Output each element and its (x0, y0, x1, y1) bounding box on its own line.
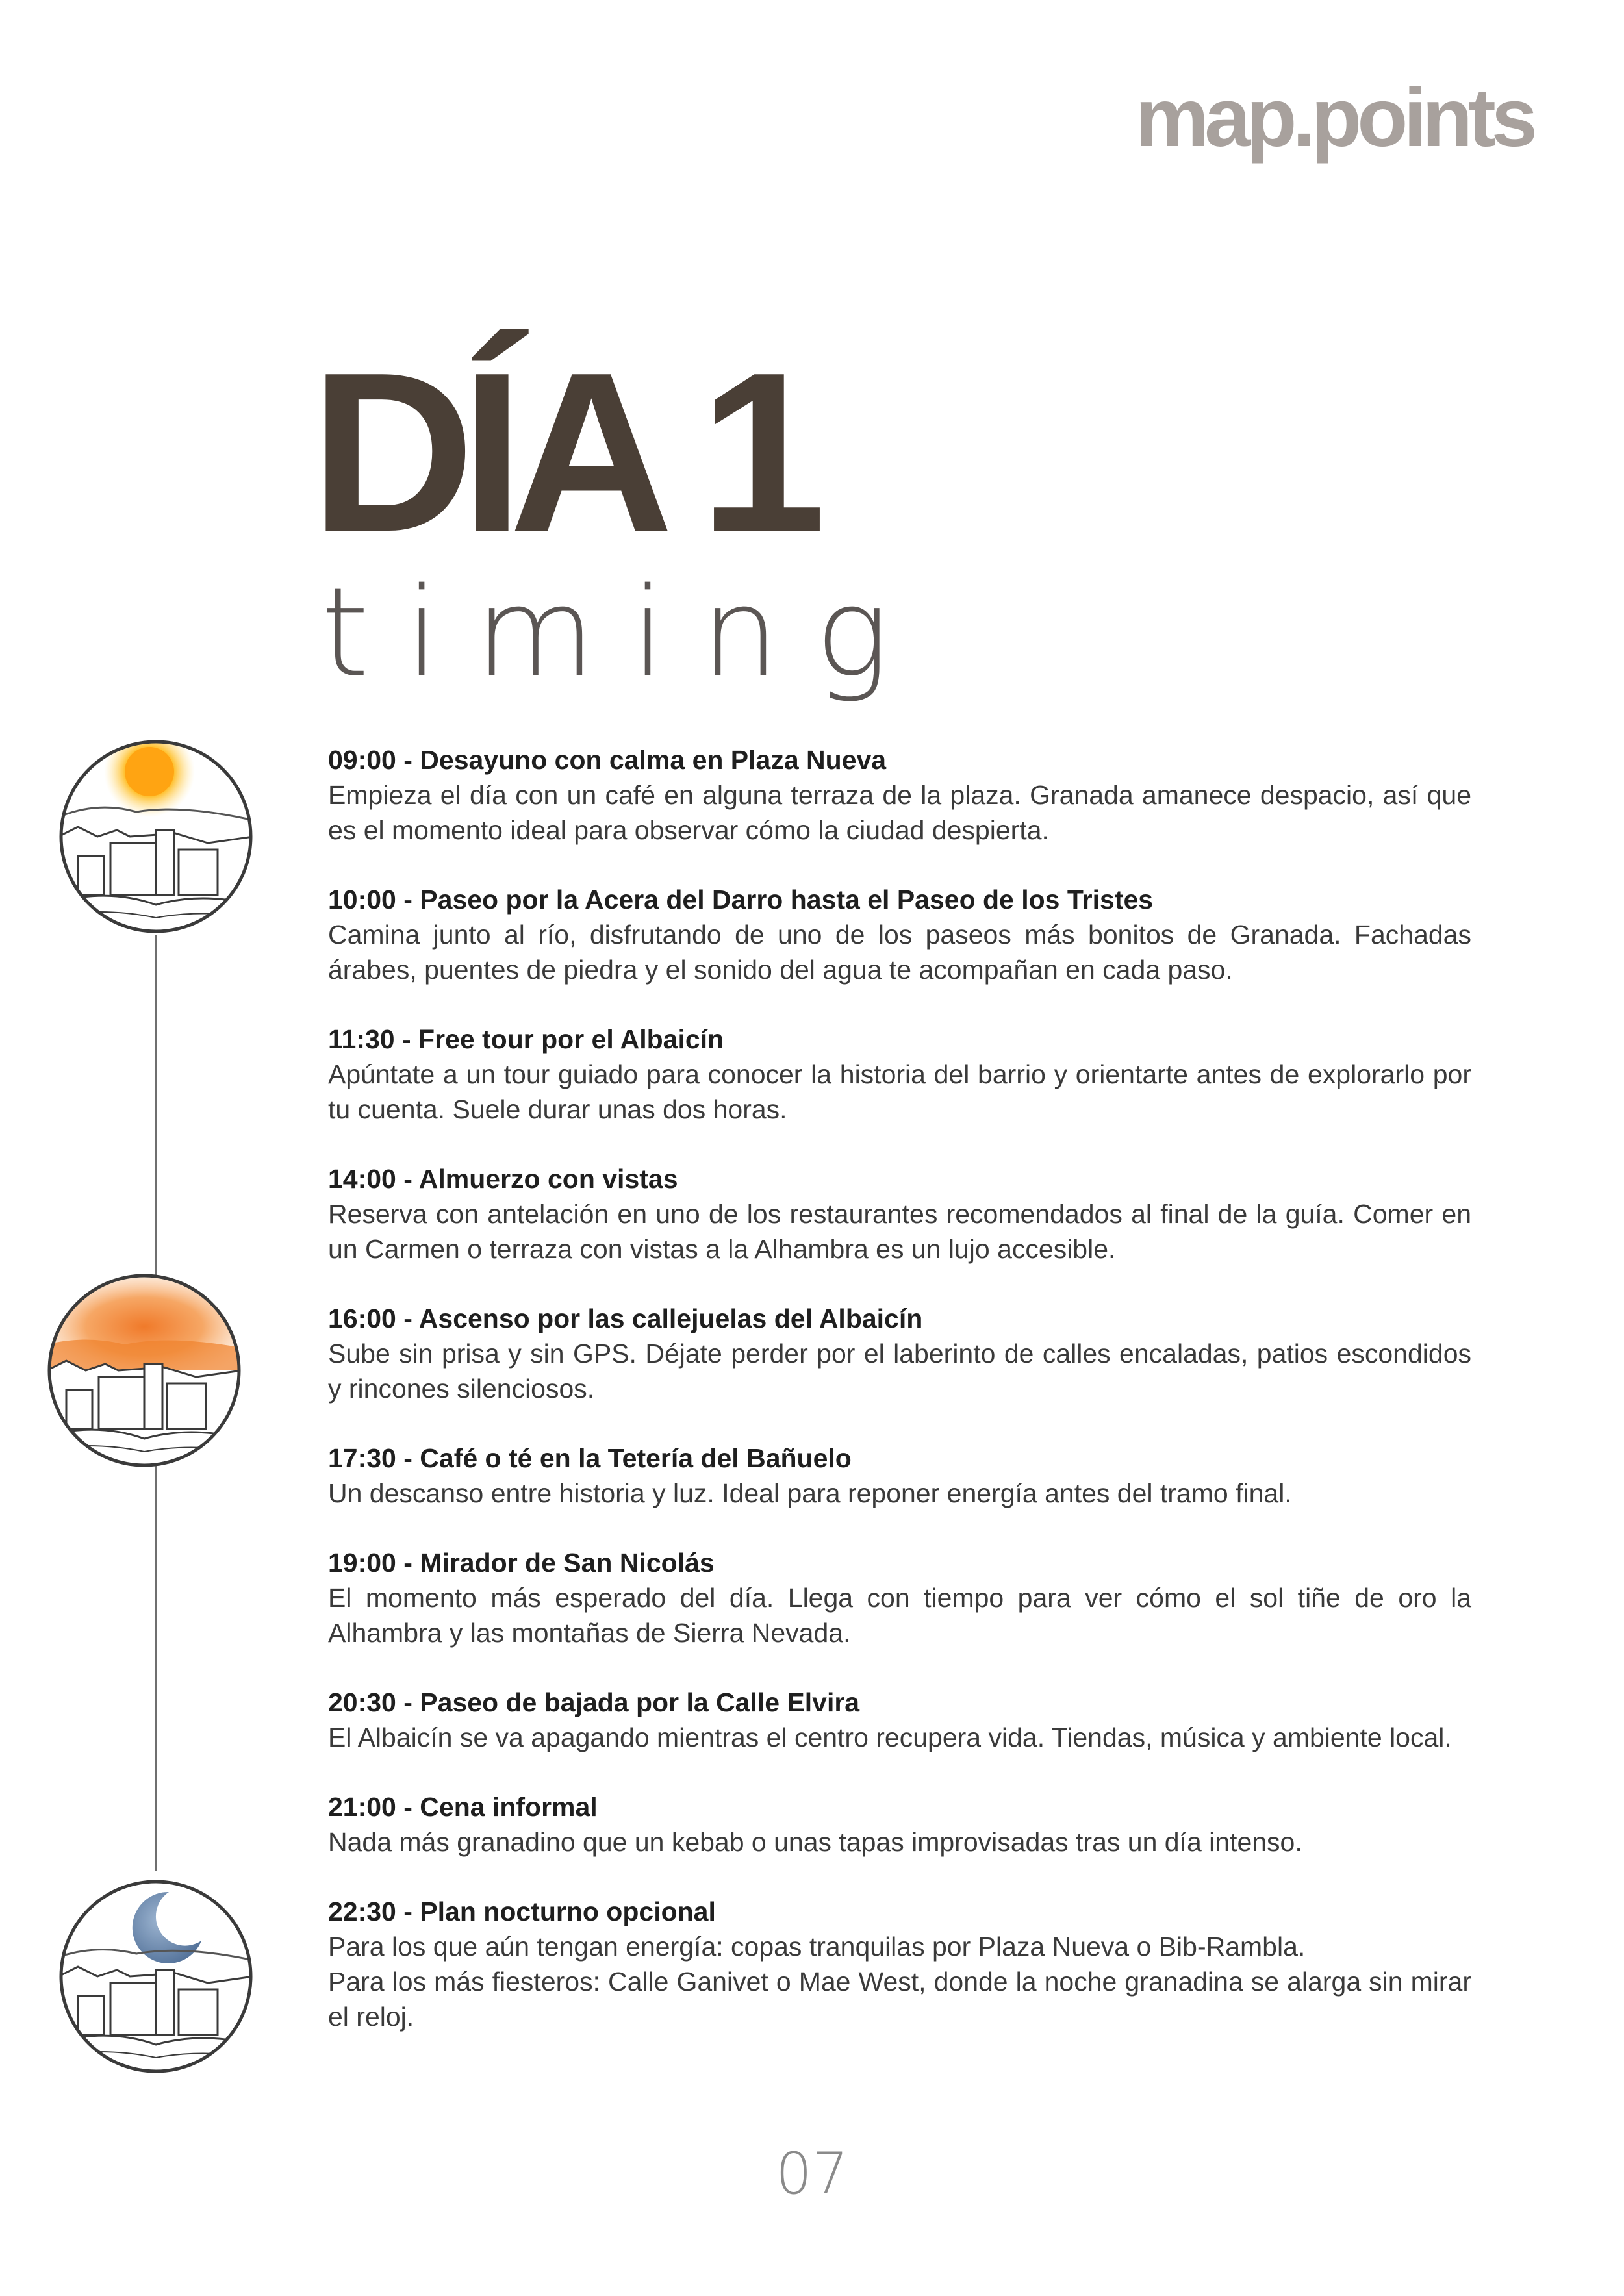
page-number: 07 (776, 2140, 848, 2207)
schedule-item-title: 11:30 - Free tour por el Albaicín (328, 1024, 724, 1054)
schedule-item-desc: Nada más granadino que un kebab o unas tapas improvisadas tras un día intenso. (328, 1827, 1302, 1857)
morning-sun-icon (58, 739, 253, 934)
schedule-item-desc: Sube sin prisa y sin GPS. Déjate perder por el laberinto de calles encaladas, patios escondidos y rincones silenciosos. (328, 1339, 1471, 1404)
schedule-item-title: 22:30 - Plan nocturno opcional (328, 1897, 716, 1926)
schedule-item-title: 21:00 - Cena informal (328, 1792, 598, 1822)
page-title: DÍA 1 (311, 325, 812, 579)
schedule-item (328, 1441, 1471, 1511)
schedule-item (328, 1894, 1471, 2034)
schedule-item (328, 1685, 1471, 1755)
moon-icon (58, 1879, 253, 2074)
schedule-item-title: 17:30 - Café o té en la Tetería del Bañuelo (328, 1443, 852, 1473)
schedule-item-title: 14:00 - Almuerzo con vistas (328, 1164, 678, 1194)
schedule-item-desc: El momento más esperado del día. Llega con tiempo para ver cómo el sol tiñe de oro la Alhambra y las montañas de Sierra Nevada. (328, 1583, 1471, 1648)
schedule-item (328, 1789, 1471, 1860)
schedule-item-desc: Para los que aún tengan energía: copas tranquilas por Plaza Nueva o Bib-Rambla. (328, 1932, 1306, 1962)
schedule-list (328, 742, 1471, 2069)
schedule-item-title: 16:00 - Ascenso por las callejuelas del Albaicín (328, 1304, 923, 1333)
schedule-item-desc: Un descanso entre historia y luz. Ideal para reponer energía antes del tramo final. (328, 1478, 1292, 1508)
brand-logo: map.points (1135, 71, 1533, 164)
schedule-item-desc: Apúntate a un tour guiado para conocer la historia del barrio y orientarte antes de explorarlo por tu cuenta. Suele durar unas dos horas. (328, 1059, 1471, 1124)
schedule-item (328, 1545, 1471, 1650)
schedule-item (328, 1022, 1471, 1127)
schedule-item-desc: El Albaicín se va apagando mientras el centro recupera vida. Tiendas, música y ambiente local. (328, 1722, 1452, 1752)
schedule-item-title: 10:00 - Paseo por la Acera del Darro hasta el Paseo de los Tristes (328, 885, 1154, 915)
schedule-item-title: 20:30 - Paseo de bajada por la Calle Elvira (328, 1687, 860, 1717)
schedule-item-desc: Camina junto al río, disfrutando de uno de los paseos más bonitos de Granada. Fachadas árabes, puentes de piedra y el sonido del agua te acompañan en cada paso. (328, 920, 1471, 985)
schedule-item (328, 1161, 1471, 1267)
schedule-item-desc: Reserva con antelación en uno de los restaurantes recomendados al final de la guía. Comer en un Carmen o terraza con vistas a la Alhambra es un lujo accesible. (328, 1199, 1471, 1264)
page-subtitle: timing (321, 561, 925, 705)
schedule-item (328, 882, 1471, 987)
schedule-item-title: 19:00 - Mirador de San Nicolás (328, 1548, 715, 1578)
schedule-item-desc-extra: Para los más fiesteros: Calle Ganivet o Mae West, donde la noche granadina se alarga sin mirar el reloj. (328, 1967, 1471, 2032)
schedule-item-desc: Empieza el día con un café en alguna terraza de la plaza. Granada amanece despacio, así que es el momento ideal para observar cómo la ciudad despierta. (328, 780, 1471, 845)
sunset-icon (47, 1273, 242, 1468)
schedule-item (328, 742, 1471, 848)
schedule-item-title: 09:00 - Desayuno con calma en Plaza Nueva (328, 745, 887, 775)
schedule-item (328, 1301, 1471, 1406)
